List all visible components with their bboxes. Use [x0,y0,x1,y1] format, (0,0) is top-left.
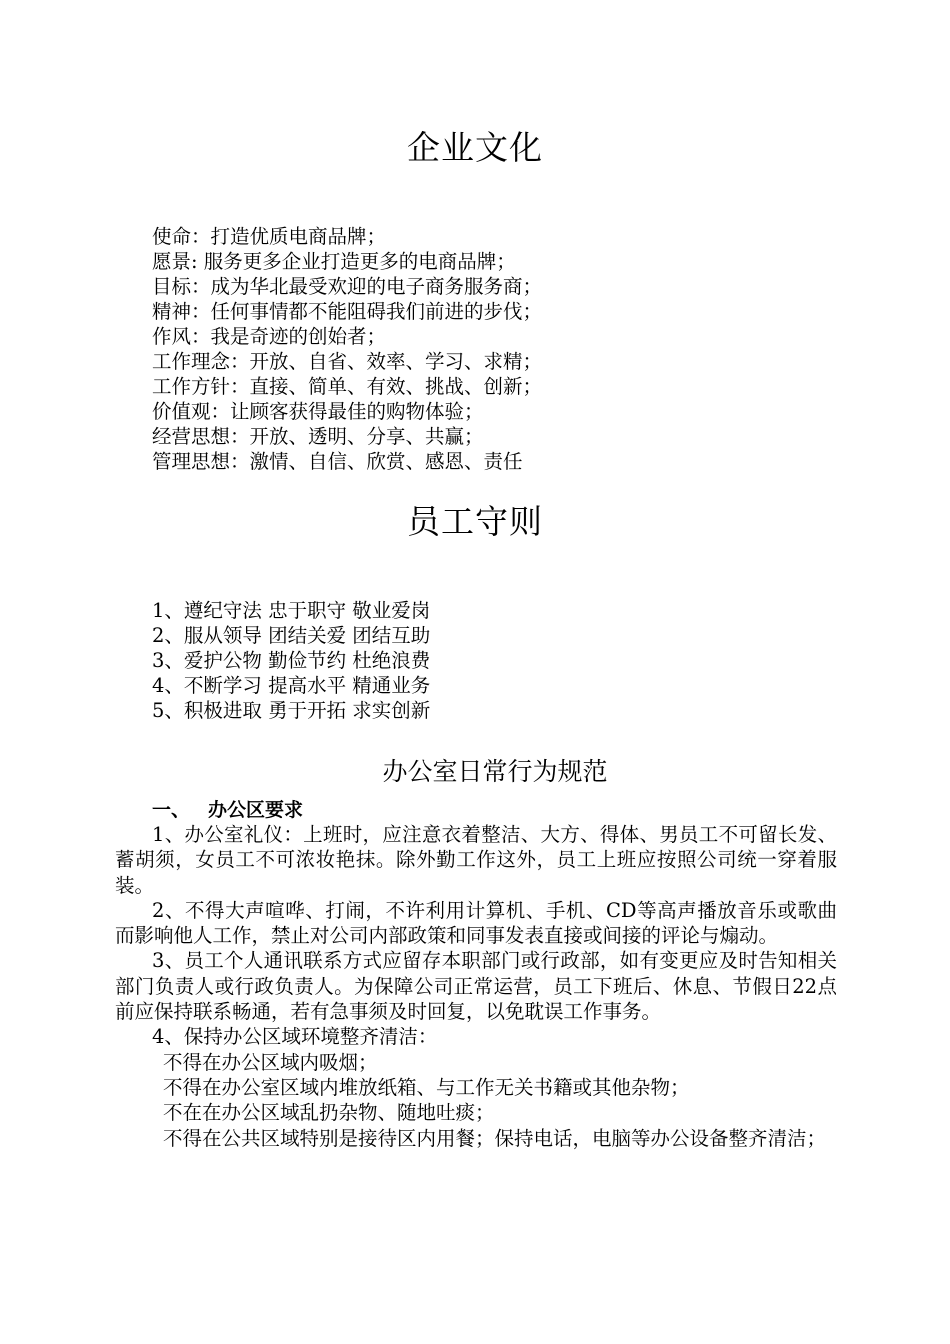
culture-list [152,224,542,474]
culture-item-values: 价值观：让顾客获得最佳的购物体验； [152,400,484,423]
section-heading [152,798,303,822]
culture-item-work-philosophy: 工作理念：开放、自省、效率、学习、求精； [152,350,543,373]
culture-item-vision: 愿景: 服务更多企业打造更多的电商品牌； [152,250,516,273]
rules-item: 2、服从领导 团结关爱 团结互助 [152,624,431,647]
rules-list [152,598,430,723]
culture-item-spirit: 精神：任何事情都不能阻碍我们前进的步伐； [152,300,543,323]
paragraph-contact: 3、员工个人通讯联系方式应留存本职部门或行政部，如有变更应及时告知相关部门负责人或行政负责人。为保障公司正常运营，员工下班后、休息、节假日22点前应保持联系畅通，若有急事须及时回复，以免耽误工作事务。 [115,949,837,1024]
office-title: 办公室日常行为规范 [382,757,608,786]
paragraph-cleanliness: 4、保持办公区域环境整齐清洁： [152,1025,438,1049]
culture-item-style: 作风：我是奇迹的创始者； [152,325,387,348]
culture-item-business-thought: 经营思想：开放、透明、分享、共赢； [152,425,484,448]
culture-item-work-policy: 工作方针：直接、简单、有效、挑战、创新； [152,375,543,398]
sub-item-no-littering: 不在在办公区域乱扔杂物、随地吐痰； [163,1101,495,1125]
rules-item: 5、积极进取 勇于开拓 求实创新 [152,699,431,722]
culture-title: 企业文化 [407,128,543,167]
office-body [115,822,837,1151]
section-label: 办公区要求 [208,799,304,821]
rules-title: 员工守则 [407,502,543,541]
paragraph-etiquette: 1、办公室礼仪：上班时，应注意衣着整洁、大方、得体、男员工不可留长发、蓄胡须，女员工不可浓妆艳抹。除外勤工作这外，员工上班应按照公司统一穿着服装。 [115,823,837,897]
culture-item-management-thought: 管理思想：激情、自信、欣赏、感恩、责任 [152,450,523,473]
section-number: 一、 [152,799,191,821]
culture-item-mission: 使命：打造优质电商品牌； [152,225,387,248]
rules-item: 3、爱护公物 勤俭节约 杜绝浪费 [152,649,431,672]
sub-item-no-eating: 不得在公共区域特别是接待区内用餐；保持电话，电脑等办公设备整齐清洁； [163,1126,827,1150]
rules-item: 4、不断学习 提高水平 精通业务 [152,674,431,697]
rules-item: 1、遵纪守法 忠于职守 敬业爱岗 [152,599,431,622]
sub-item-no-clutter: 不得在办公室区域内堆放纸箱、与工作无关书籍或其他杂物； [163,1075,690,1099]
culture-item-goal: 目标：成为华北最受欢迎的电子商务服务商； [152,275,543,298]
paragraph-noise: 2、不得大声喧哗、打闹，不许利用计算机、手机、CD等高声播放音乐或歌曲而影响他人工作，禁止对公司内部政策和同事发表直接或间接的评论与煽动。 [115,898,837,948]
sub-item-no-smoking: 不得在办公区域内吸烟； [163,1050,378,1074]
